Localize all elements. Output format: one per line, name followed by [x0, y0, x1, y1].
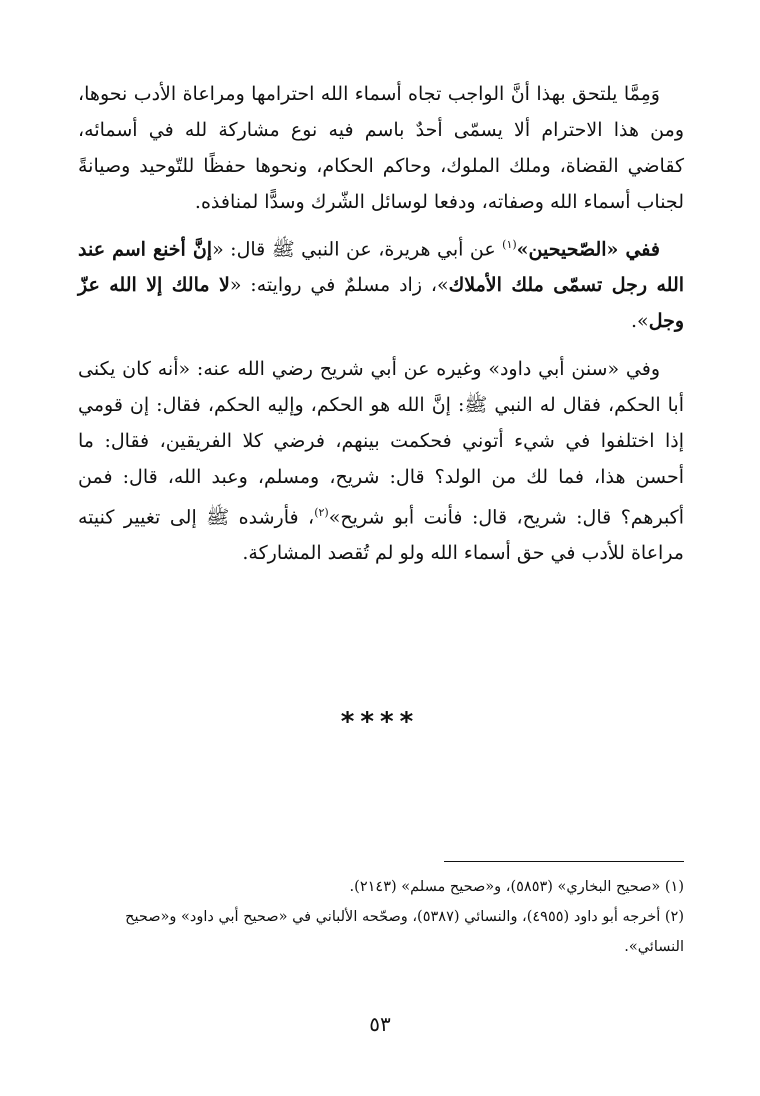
- footnote-ref-1[interactable]: (١): [502, 238, 517, 251]
- section-separator: ****: [340, 707, 420, 737]
- paragraph-2: [78, 227, 684, 339]
- paragraph-1-text: وَمِمَّا يلتحق بهذا أنَّ الواجب تجاه أسماء الله احترامها ومراعاة الأدب نحوها، ومن هذا الاحترام ألا يسمّى أحدٌ باسم فيه نوع مشاركة لله في أسمائه، كقاضي القضاة، وملك الملوك، وحاكم الحكام، ونحوها حفظًا للتّوحيد وصيانةً لجناب أسماء الله وصفاته، ودفعا لوسائل الشّرك وسدًّا لمنافذه.: [78, 83, 684, 213]
- hadith-quote-1: إنَّ أخنع اسم عند الله رجل تسمّى ملك الأملاك: [78, 238, 685, 297]
- footnote-divider: [444, 861, 684, 862]
- paragraph-3-text-2: ، فأرشده ﷺ إلى تغيير كنيته مراعاة للأدب في حق أسماء الله ولو لم تُقصد المشاركة.: [78, 506, 684, 565]
- paragraph-3: [78, 351, 684, 571]
- paragraph-2-text-2: »، زاد مسلمٌ في روايته: «: [229, 274, 449, 297]
- footnote-ref-2[interactable]: (٢): [314, 506, 329, 519]
- paragraph-2-text-3: ».: [631, 310, 649, 333]
- paragraph-2-source: ففي «الصّحيحين»: [516, 238, 660, 261]
- paragraph-2-text: عن أبي هريرة، عن النبي ﷺ قال: «: [212, 238, 503, 261]
- footnote-1: (١) «صحيح البخاري» (٥٨٥٣)، و«صحيح مسلم» (٢١٤٣).: [349, 879, 684, 895]
- paragraph-1: [78, 76, 684, 220]
- hadith-quote-2: لا مالك إلا الله عزّ وجل: [78, 274, 684, 333]
- footnotes: [78, 872, 684, 962]
- page-number: ٥٣: [369, 1012, 391, 1036]
- footnote-2: (٢) أخرجه أبو داود (٤٩٥٥)، والنسائي (٥٣٨٧)، وصحّحه الألباني في «صحيح أبي داود» و«صحيح النسائي».: [125, 909, 684, 955]
- paragraph-3-text: وفي «سنن أبي داود» وغيره عن أبي شريح رضي الله عنه: «أنه كان يكنى أبا الحكم، فقال له النبي ﷺ: إنَّ الله هو الحكم، وإليه الحكم، فقال: إن قومي إذا اختلفوا في شيء أتوني فحكمت بينهم، فرضي كلا الفريقين، فقال: ما أحسن هذا، فما لك من الولد؟ قال: شريح، ومسلم، وعبد الله، قال: فمن أكبرهم؟ قال: شريح، قال: فأنت أبو شريح»: [78, 358, 684, 529]
